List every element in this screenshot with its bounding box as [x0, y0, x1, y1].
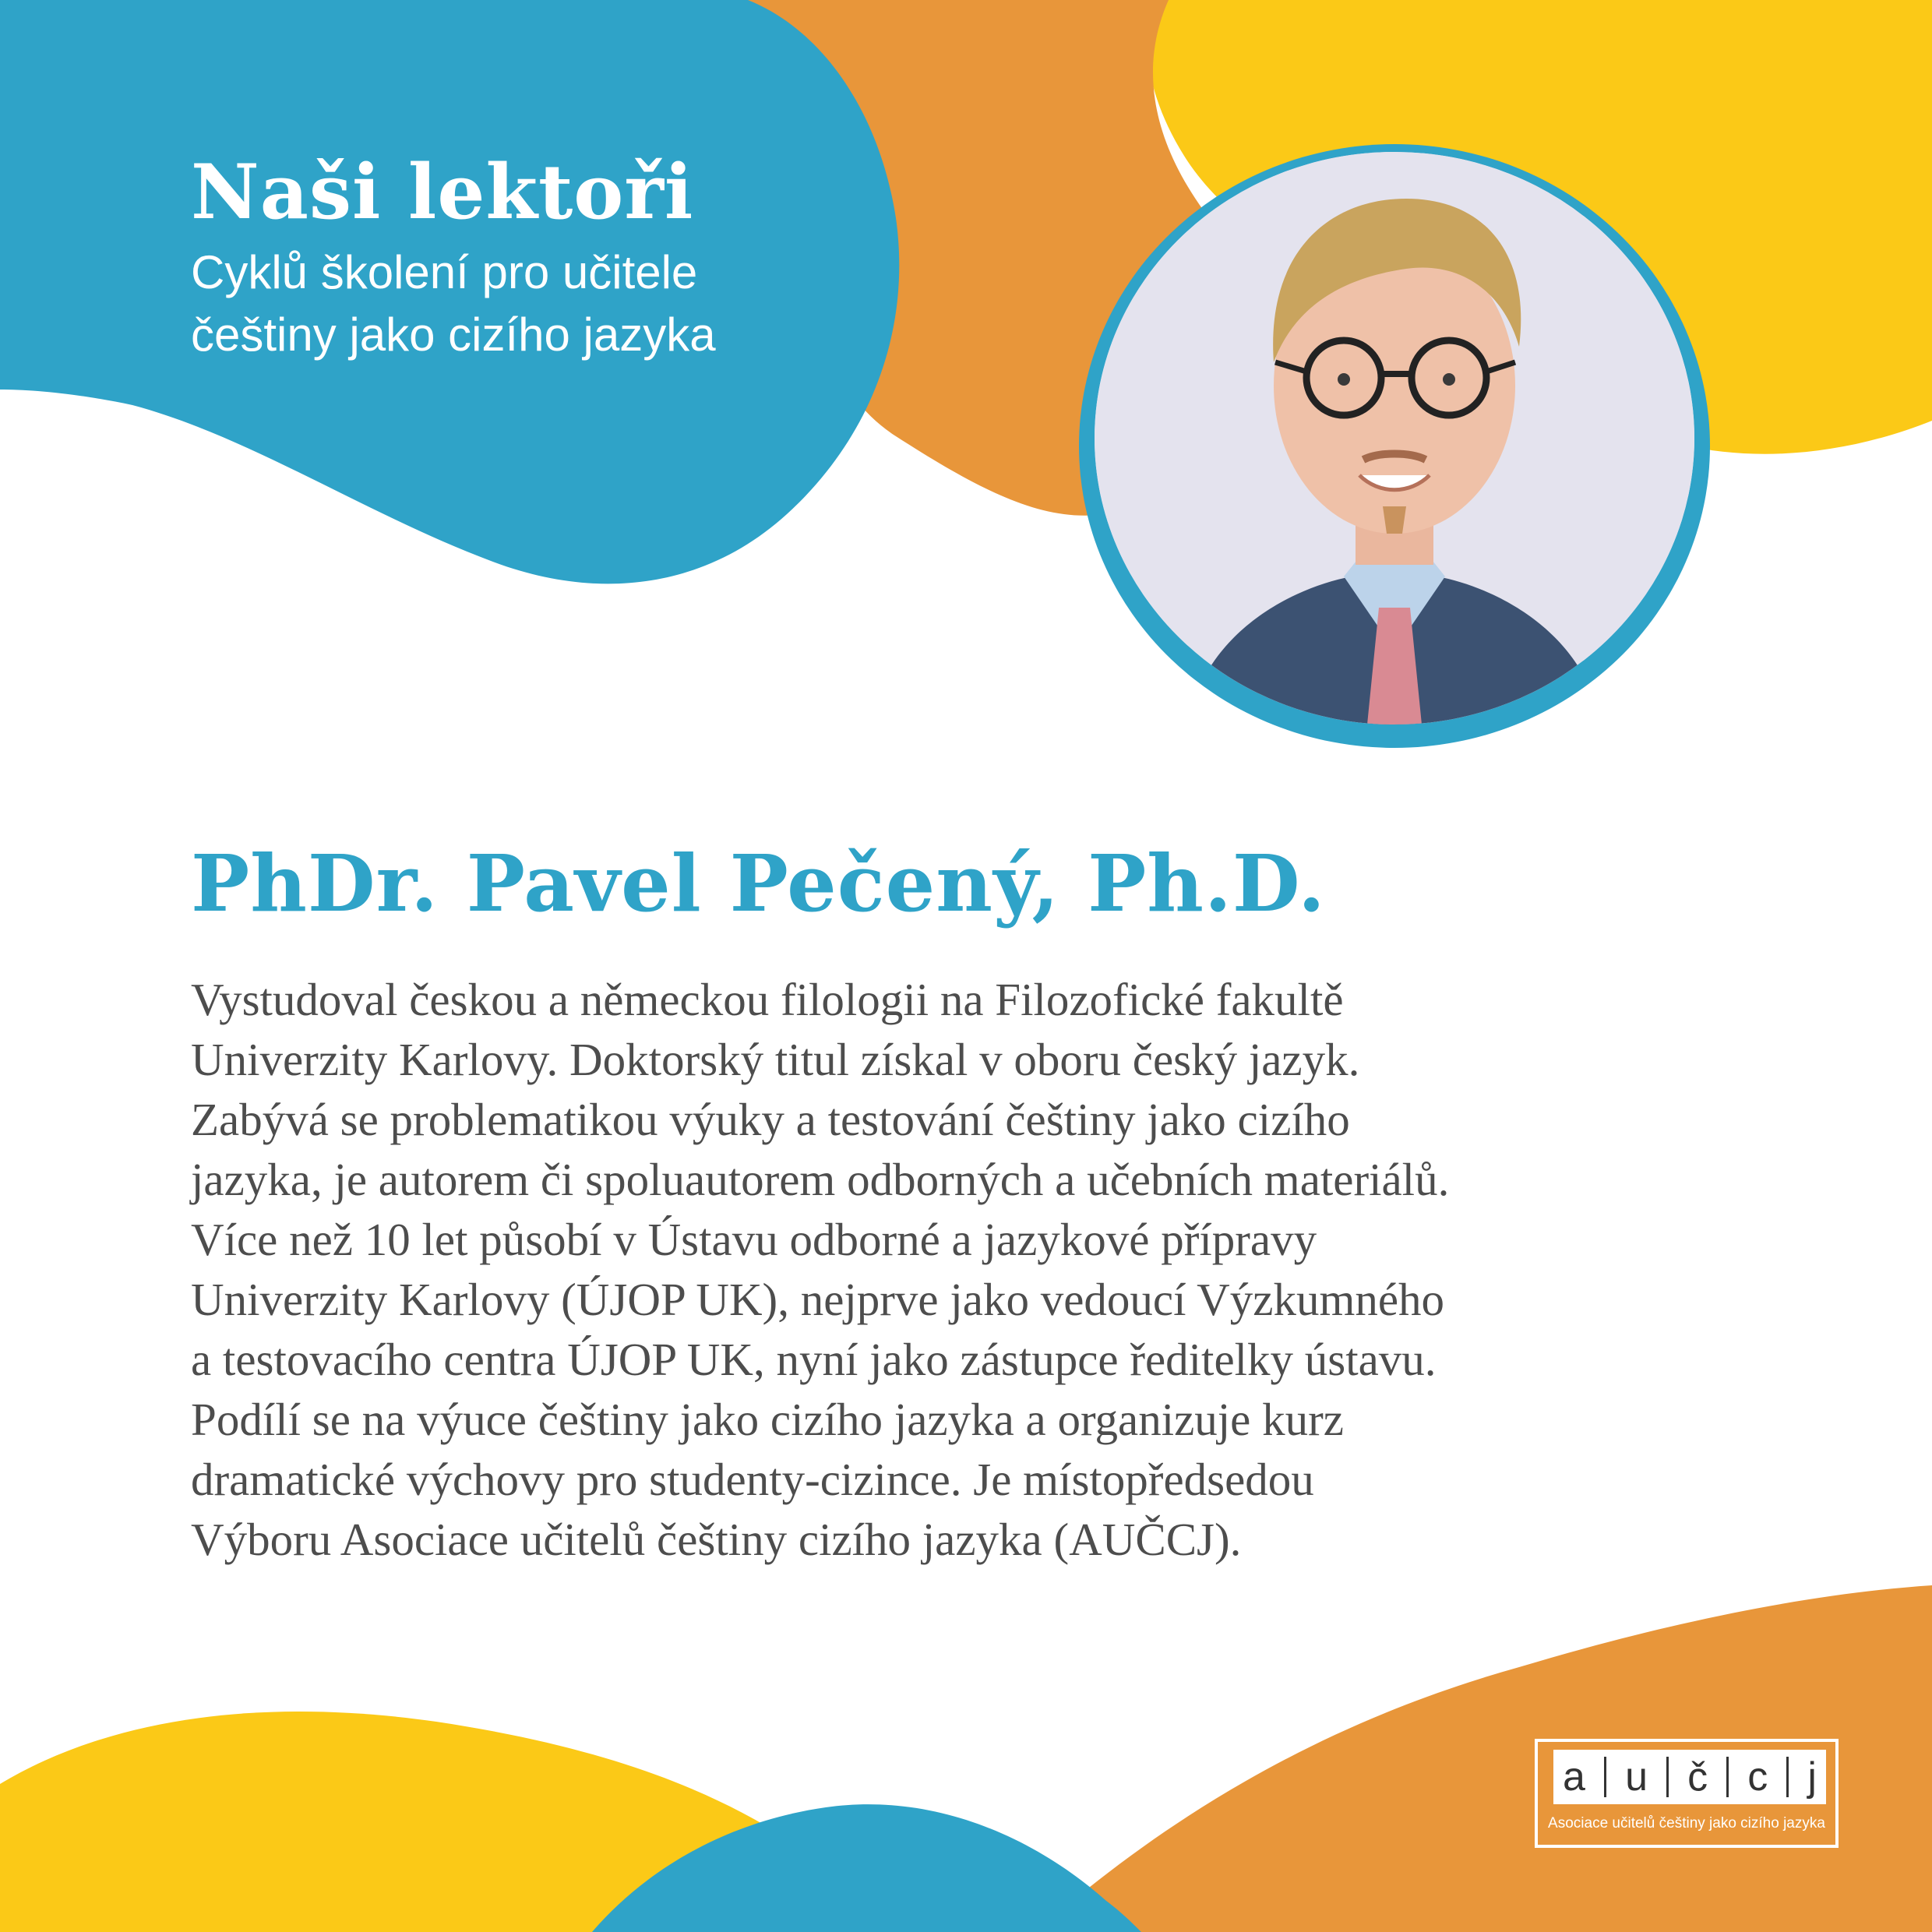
bio-line: jazyka, je autorem či spoluautorem odborných a učebních materiálů.: [191, 1154, 1450, 1205]
logo-letter: j: [1807, 1754, 1817, 1800]
logo-letter: u: [1625, 1754, 1648, 1800]
logo-letter: č: [1687, 1754, 1708, 1800]
logo-letter: c: [1747, 1754, 1768, 1800]
bio-line: Více než 10 let působí v Ústavu odborné a jazykové přípravy: [191, 1214, 1317, 1265]
lecturer-portrait: [1095, 152, 1694, 724]
bio-line: Zabývá se problematikou výuky a testování češtiny jako cizího: [191, 1094, 1350, 1145]
logo-letter: a: [1563, 1754, 1585, 1800]
logo-separator: [1604, 1757, 1606, 1797]
logo-separator: [1786, 1757, 1789, 1797]
logo-separator: [1726, 1757, 1729, 1797]
bio-line: Výboru Asociace učitelů češtiny cizího jazyka (AUČCJ).: [191, 1514, 1242, 1565]
lecturer-bio: [191, 970, 1449, 1570]
bio-line: Podílí se na výuce češtiny jako cizího jazyka a organizuje kurz: [191, 1394, 1344, 1445]
logo-caption: Asociace učitelů češtiny jako cizího jazyka: [1548, 1815, 1825, 1832]
lecturer-name: PhDr. Pavel Pečený, Ph.D.: [191, 837, 1326, 929]
bio-line: Univerzity Karlovy. Doktorský titul získal v oboru český jazyk.: [191, 1034, 1360, 1085]
bio-line: dramatické výchovy pro studenty-cizince. Je místopředsedou: [191, 1454, 1314, 1505]
aucj-logo: [1535, 1739, 1839, 1848]
bio-line: Univerzity Karlovy (ÚJOP UK), nejprve jako vedoucí Výzkumného: [191, 1274, 1445, 1325]
page-subtitle-line-1: Cyklů školení pro učitele: [191, 246, 698, 298]
portrait-illustration: [1095, 152, 1694, 724]
bio-line: Vystudoval českou a německou filologii na Filozofické fakultě: [191, 974, 1344, 1025]
bio-line: a testovacího centra ÚJOP UK, nyní jako zástupce ředitelky ústavu.: [191, 1334, 1437, 1385]
logo-separator: [1666, 1757, 1669, 1797]
logo-letters: [1553, 1750, 1826, 1804]
page-title: Naši lektoři: [191, 148, 694, 236]
page-subtitle-line-2: češtiny jako cizího jazyka: [191, 308, 716, 361]
